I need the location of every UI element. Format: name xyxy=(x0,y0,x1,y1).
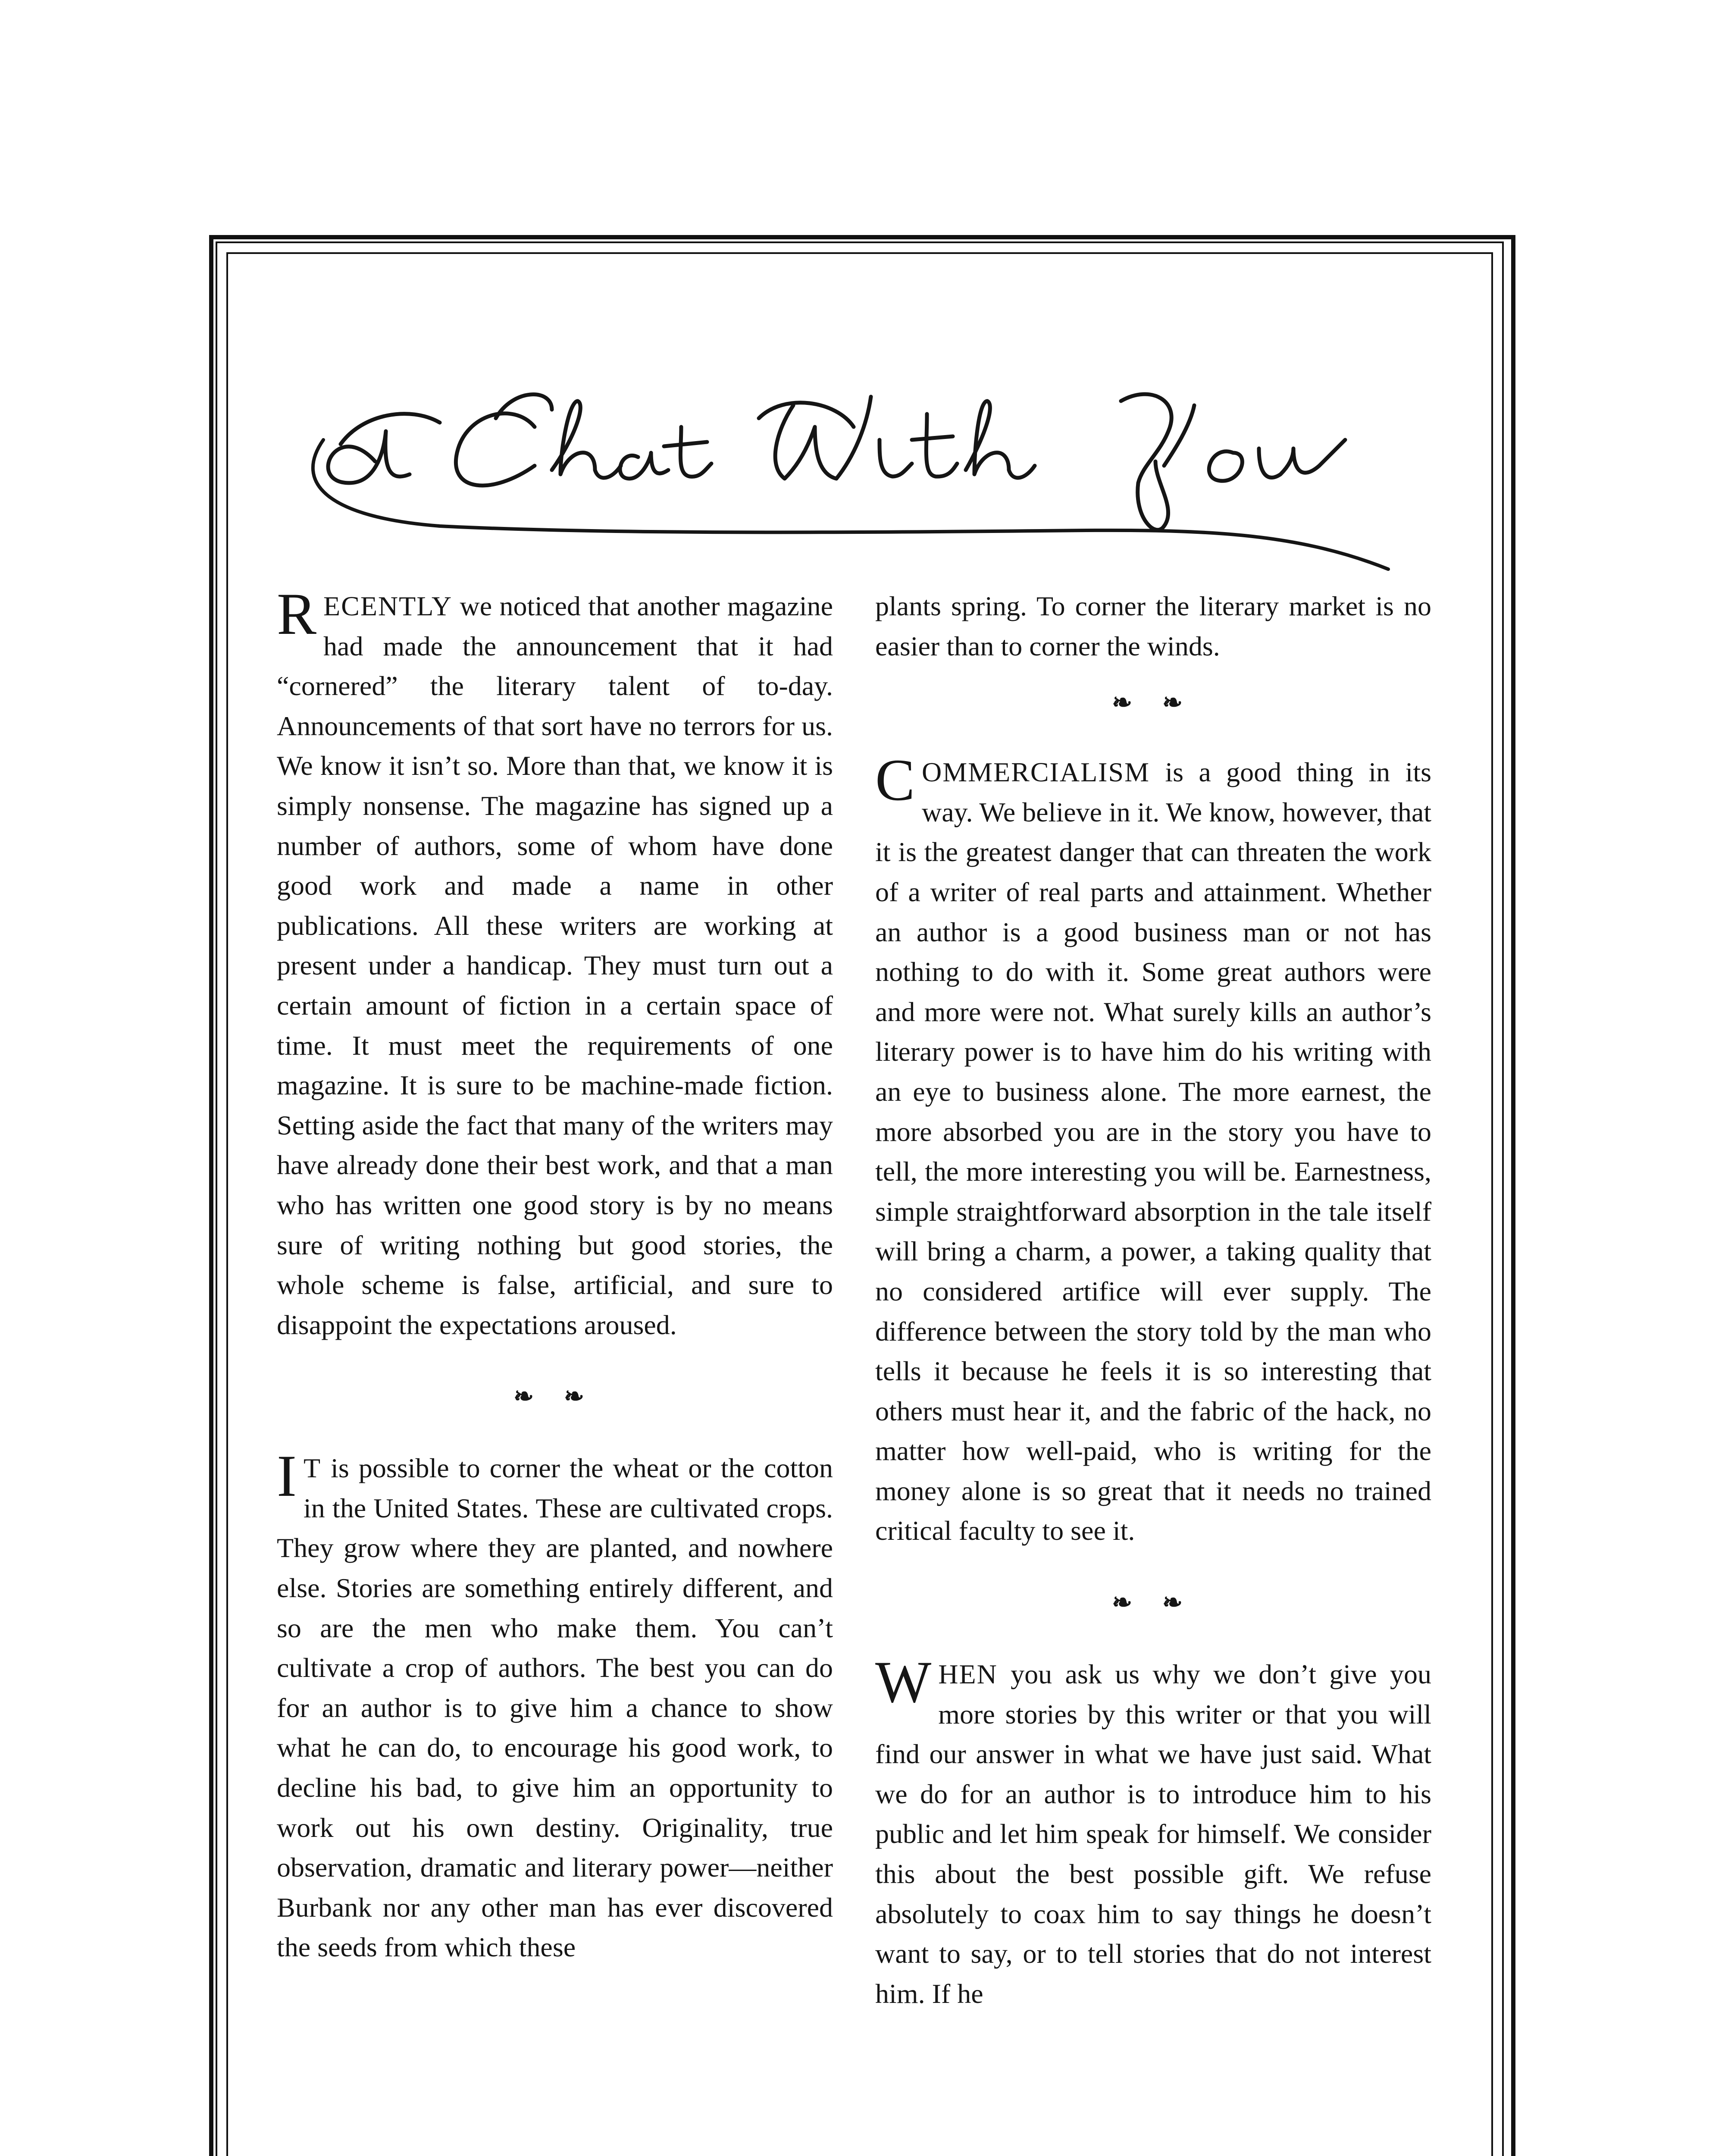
dropcap-i: I xyxy=(277,1443,297,1509)
script-heading xyxy=(310,354,1414,578)
paragraph-text: we noticed that another magazine had made the announcement that it had “cornered” the literary talent of to-day. Announcements of that sort have no terrors for us. We know it isn’t so. More than that, we know it is simply nonsense. The magazine has signed up a number of authors, some of whom have done good work and made a name in other publications. All these writers are working at present under a handicap. They must turn out a certain amount of fiction in a certain space of time. It must meet the requirements of one magazine. It is sure to be machine-made fiction. Setting aside the fact that many of the writers may have already done their best work, and that a man who has written one good story is by no means sure of writing nothing but good stories, the whole scheme is false, artificial, and sure to disappoint the expectations aroused. xyxy=(277,591,833,1340)
paragraph-text: is possible to corner the wheat or the cotton in the United States. These are cultivated crops. They grow where they are planted, and nowhere else. Stories are something entirely different, and so are the men who make them. You can’t cultivate a crop of authors. The best you can do for an author is to give him a chance to show what he can do, to encourage his good work, to decline his bad, to give him an opportunity to work out his own destiny. Originality, true observation, dramatic and literary power—neither Burbank nor any other man has ever discovered the seeds from which these xyxy=(277,1453,833,1963)
lead-word: HEN xyxy=(938,1659,998,1690)
lead-word: ECENTLY xyxy=(323,591,453,621)
dropcap-c: C xyxy=(875,747,915,813)
paragraph-text: you ask us why we don’t give you more stories by this writer or that you will find our answer in what we have just said. What we do for an author is to introduce him to his public and let him speak for himself. We consider this about the best possible gift. We refuse absolutely to coax him to say things he doesn’t want to say, or to tell stories that do not interest him. If he xyxy=(875,1659,1431,2009)
dropcap-r: R xyxy=(277,581,317,647)
section-ornament: ❧ ❧ xyxy=(1112,689,1195,717)
lead-word: OMMERCIALISM xyxy=(922,757,1150,788)
right-column xyxy=(875,586,1431,2014)
paragraph-recently xyxy=(277,581,833,1345)
section-ornament: ❧ ❧ xyxy=(1112,1589,1195,1617)
paragraph-continued: plants spring. To corner the literary market is no easier than to corner the winds. xyxy=(875,591,1431,661)
paragraph-when xyxy=(875,1649,1431,2014)
lead-word: T xyxy=(303,1453,322,1484)
left-column xyxy=(277,581,833,1968)
paragraph-commercialism xyxy=(875,747,1431,1551)
paragraph-corner xyxy=(277,1443,833,1968)
section-ornament: ❧ ❧ xyxy=(513,1383,596,1410)
dropcap-w: W xyxy=(875,1649,932,1715)
paragraph-text: is a good thing in its way. We believe in it. We know, however, that it is the greatest danger that can threaten the work of a writer of real parts and attainment. Whether an author is a good business man or not has nothing to do with it. Some great authors were and more were not. What surely kills an author’s literary power is to have him do his writing with an eye to business alone. The more earnest, the more absorbed you are in the story you have to tell, the more interesting you will be. Earnestness, simple straightforward absorption in the tale itself will bring a charm, a power, a taking quality that no considered artifice will ever supply. The difference between the story told by the man who tells it because he feels it is so interesting that others must hear it, and the fabric of the hack, no matter how well-paid, who is writing for the money alone is so great that it needs no trained critical faculty to see it. xyxy=(875,757,1431,1546)
